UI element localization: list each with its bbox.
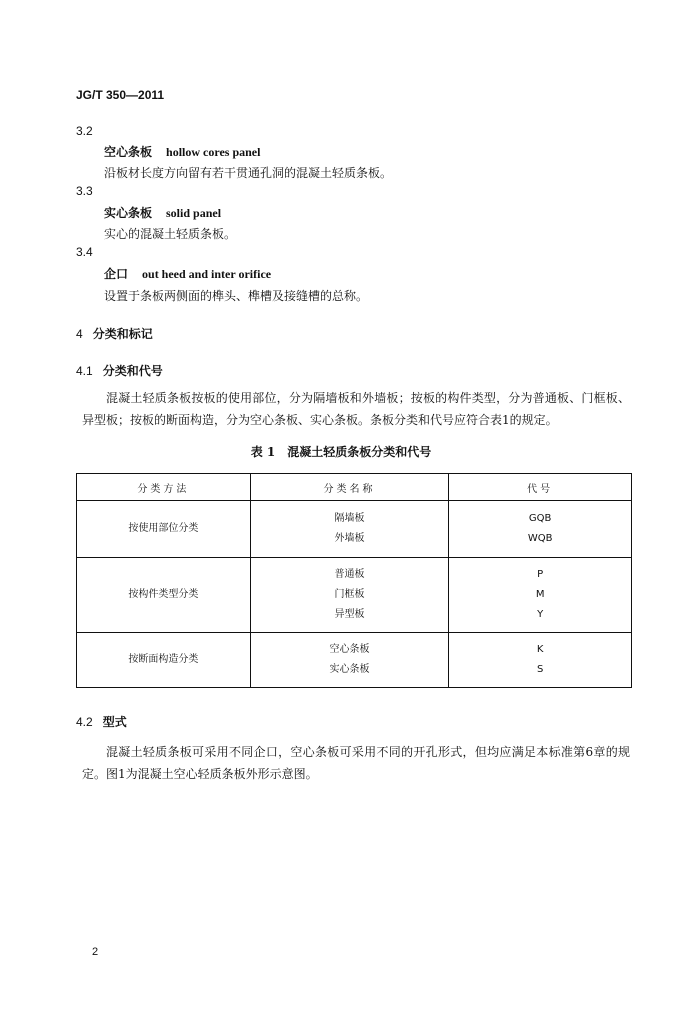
- cell-code: S: [536, 664, 544, 675]
- term-zh: 空心条板: [104, 145, 153, 159]
- cell-code: M: [535, 589, 545, 600]
- section-4-1-paragraph: 混凝土轻质条板按板的使用部位，分为隔墙板和外墙板；按板的构件类型，分为普通板、门框板、异型板；按板的断面构造，分为空心条板、实心条板。条板分类和代号应符合表1的规定。: [82, 391, 630, 427]
- term-number-3-2: 3.2: [76, 124, 93, 138]
- cell-codes: [449, 633, 632, 688]
- term-definition: 设置于条板两侧面的榫头、榫槽及接缝槽的总称。: [104, 289, 369, 303]
- table-header-row: [77, 474, 632, 501]
- term-definition: 沿板材长度方向留有若干贯通孔洞的混凝土轻质条板。: [104, 166, 393, 180]
- cell-method: 按构件类型分类: [77, 558, 251, 633]
- cell-name: 隔墙板: [334, 513, 365, 524]
- cell-code: GQB: [528, 513, 552, 524]
- cell-code: Y: [537, 609, 544, 620]
- section-4-heading: [76, 325, 153, 342]
- table-row: [77, 633, 632, 688]
- term-zh: 实心条板: [104, 206, 153, 220]
- cell-name: 实心条板: [329, 664, 370, 675]
- cell-name: 普通板: [334, 569, 365, 580]
- term-en: out heed and inter orifice: [142, 267, 272, 281]
- term-definition: 实心的混凝土轻质条板。: [104, 227, 237, 241]
- section-number: 4: [76, 327, 83, 341]
- cell-name: 异型板: [334, 609, 365, 620]
- term-en: solid panel: [166, 206, 222, 220]
- section-title: 分类和代号: [102, 364, 163, 378]
- section-4-2-paragraph: 混凝土轻质条板可采用不同企口，空心条板可采用不同的开孔形式，但均应满足本标准第6章的规定。图1为混凝土空心轻质条板外形示意图。: [82, 745, 630, 781]
- cell-name: 空心条板: [329, 644, 370, 655]
- section-number: 4.2: [76, 715, 93, 729]
- table-row: [77, 501, 632, 558]
- cell-name: 外墙板: [334, 533, 365, 544]
- cell-names: [250, 501, 449, 558]
- term-en: hollow cores panel: [166, 145, 261, 159]
- header-code: 代号: [449, 474, 632, 501]
- cell-name: 门框板: [334, 589, 365, 600]
- cell-codes: [449, 558, 632, 633]
- cell-code: K: [536, 644, 544, 655]
- section-title: 型式: [102, 715, 127, 729]
- cell-code: P: [537, 569, 544, 580]
- section-4-2-heading: [76, 713, 127, 730]
- term-number-3-3: 3.3: [76, 184, 93, 198]
- cell-method: 按使用部位分类: [77, 501, 251, 558]
- table-row: [77, 558, 632, 633]
- term-title-solid-panel: [104, 204, 221, 221]
- table-1: [76, 473, 632, 688]
- term-title-hollow-cores-panel: [104, 143, 260, 160]
- term-number-3-4: 3.4: [76, 245, 93, 259]
- section-number: 4.1: [76, 364, 93, 378]
- section-title: 分类和标记: [92, 327, 153, 341]
- cell-names: [250, 633, 449, 688]
- cell-method: 按断面构造分类: [77, 633, 251, 688]
- cell-codes: [449, 501, 632, 558]
- header-method: 分类方法: [77, 474, 251, 501]
- document-code: JG/T 350—2011: [76, 88, 165, 102]
- cell-code: WQB: [527, 533, 553, 544]
- term-title-tongue-and-groove: [104, 265, 271, 282]
- page-number: 2: [92, 946, 99, 958]
- term-zh: 企口: [104, 267, 129, 281]
- section-4-1-heading: [76, 362, 163, 379]
- table-1-caption: 表 1 混凝土轻质条板分类和代号: [250, 445, 432, 459]
- header-name: 分类名称: [250, 474, 449, 501]
- cell-names: [250, 558, 449, 633]
